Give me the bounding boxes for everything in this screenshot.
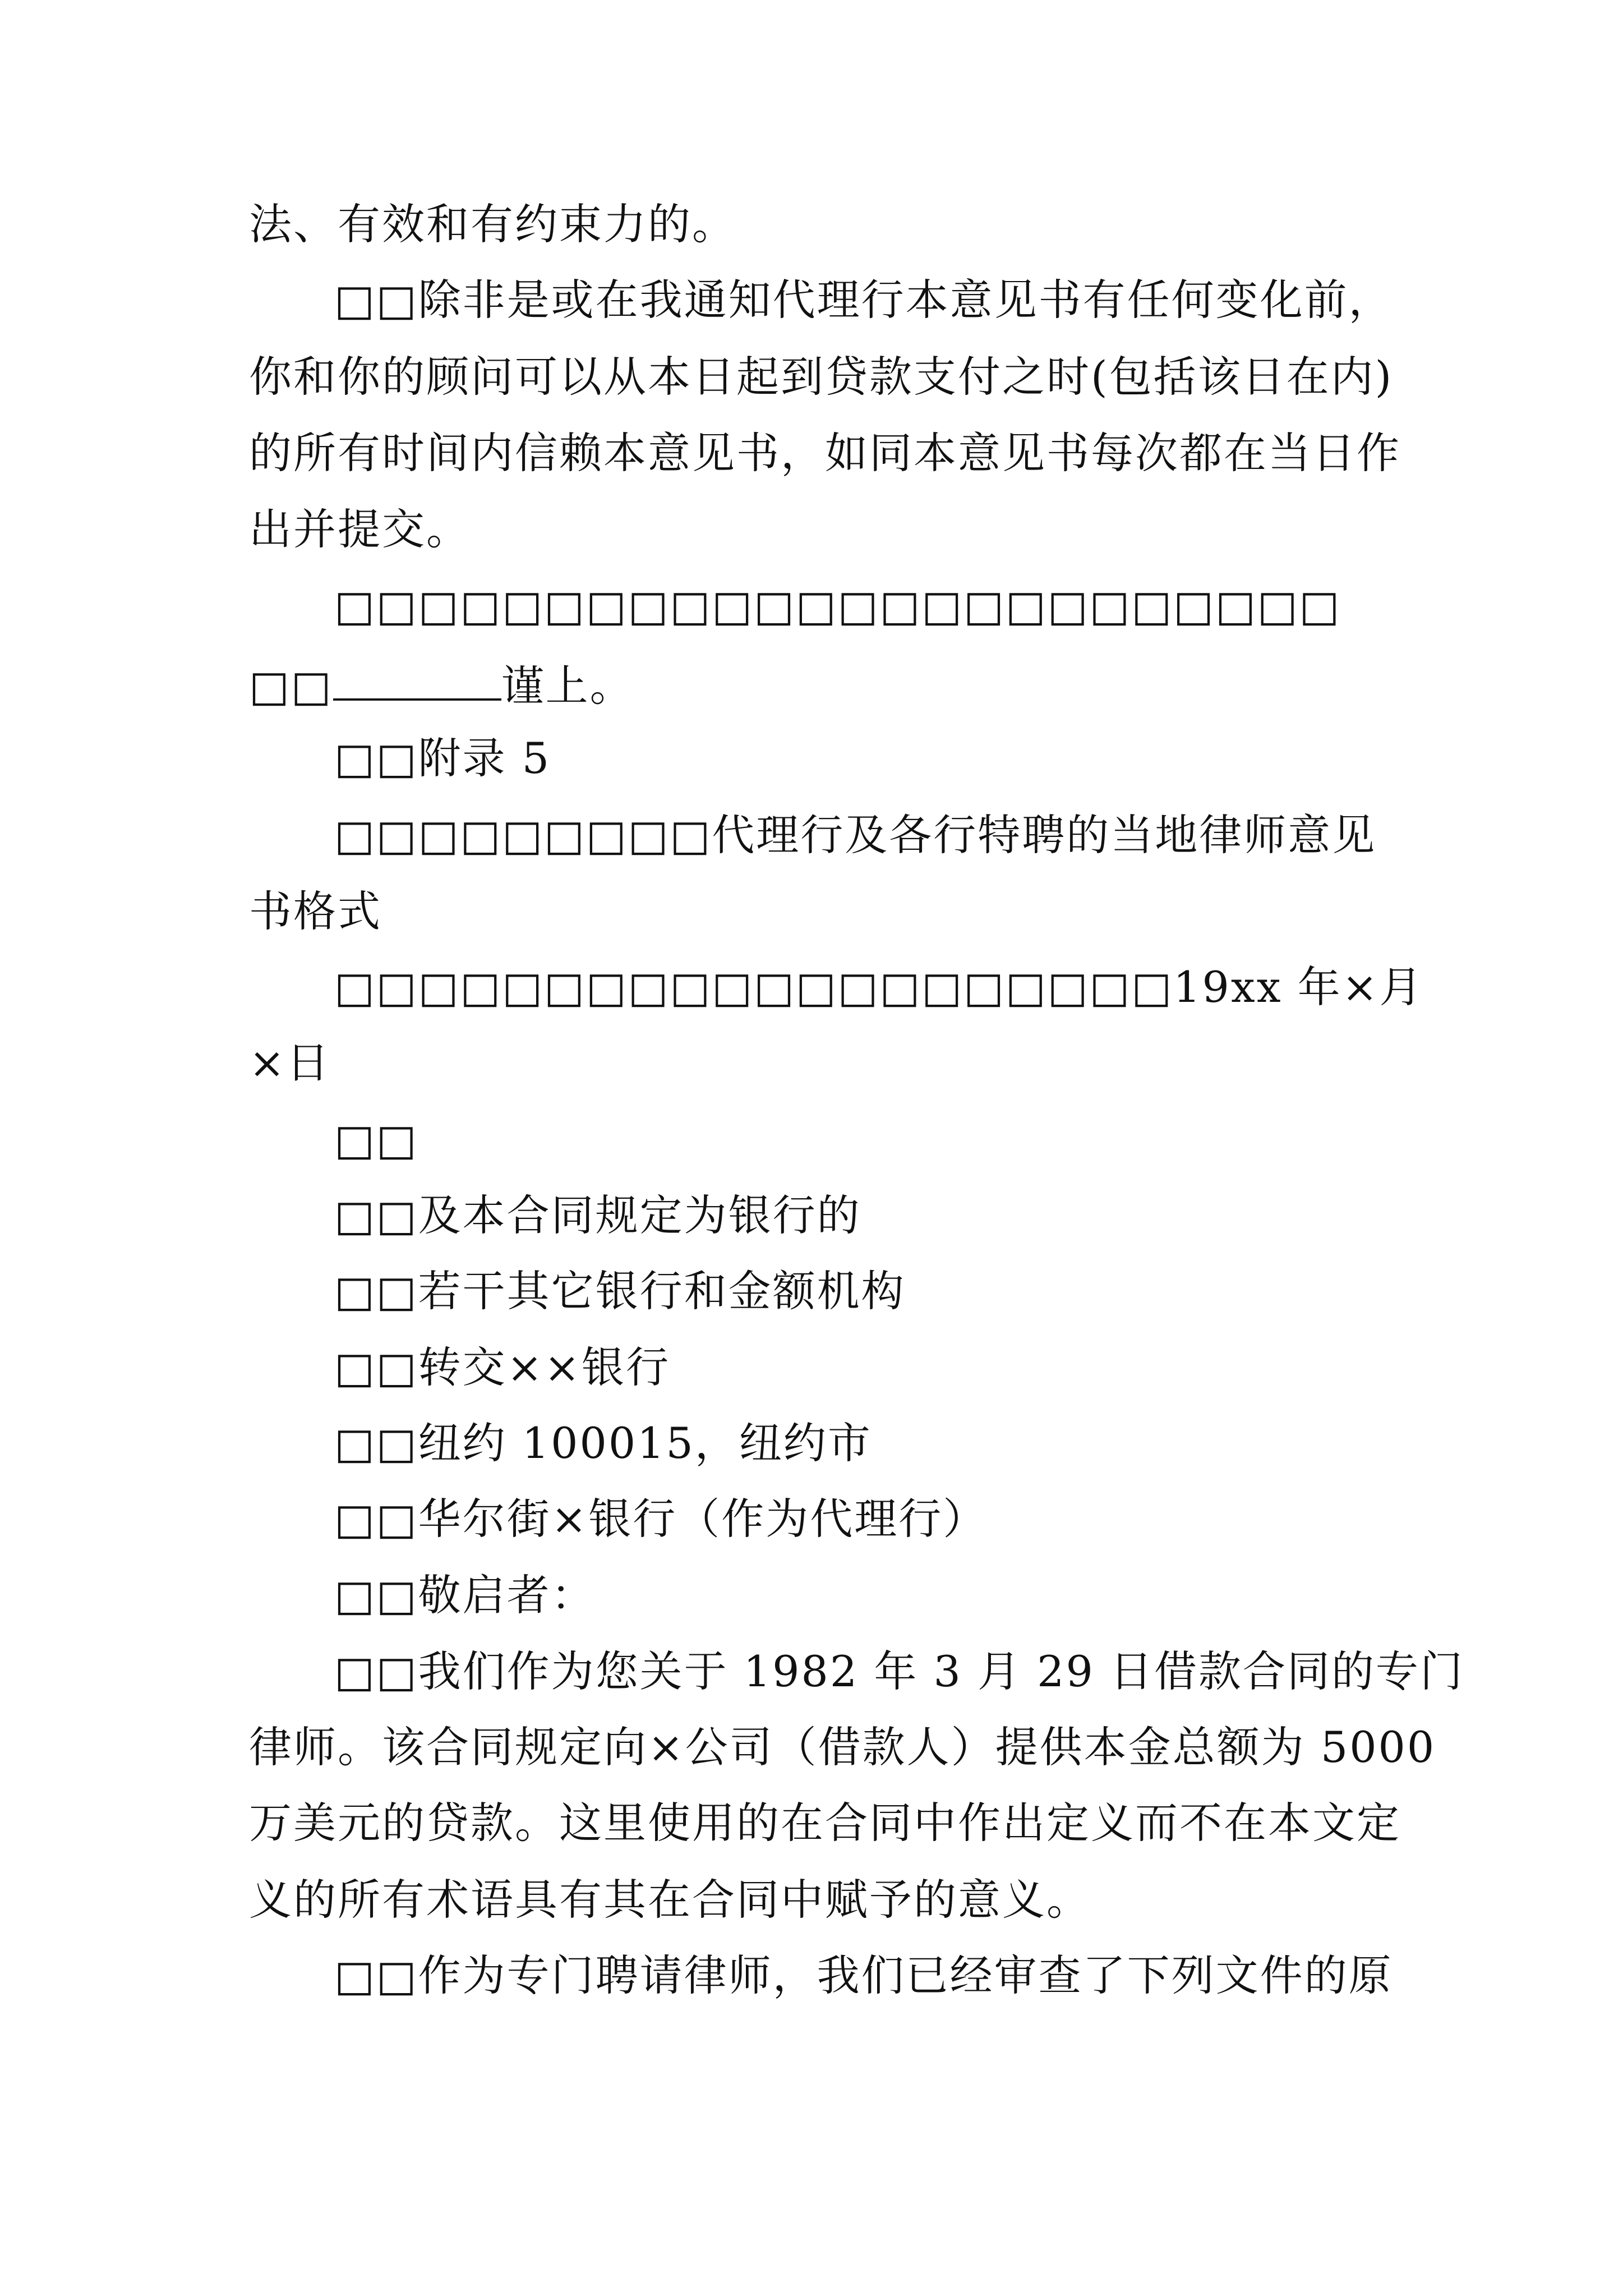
text-line: 律师。该合同规定向×公司（借款人）提供本金总额为 5000 — [249, 1722, 1436, 1772]
text-line: 书格式 — [249, 886, 382, 936]
signature-suffix: 谨上。 — [501, 661, 634, 711]
text-line: □□我们作为您关于 1982 年 3 月 29 日借款合同的专门 — [334, 1646, 1465, 1696]
text-line: ×日 — [249, 1038, 331, 1088]
text-line: 义的所有术语具有其在合同中赋予的意义。 — [249, 1875, 1091, 1925]
text-line: 出并提交。 — [249, 504, 471, 554]
address-line: □□若干其它银行和金额机构 — [334, 1266, 906, 1316]
address-line: □□华尔街×银行（作为代理行） — [334, 1494, 988, 1544]
signature-prefix: □□ — [249, 661, 333, 711]
text-line: □□作为专门聘请律师，我们已经审查了下列文件的原 — [334, 1950, 1393, 2000]
signature-blank — [333, 655, 501, 701]
text-line: □□除非是或在我通知代理行本意见书有任何变化前， — [334, 275, 1393, 325]
address-line: □□转交××银行 — [334, 1342, 670, 1392]
text-line: 的所有时间内信赖本意见书，如同本意见书每次都在当日作 — [249, 428, 1401, 478]
text-line: 法、有效和有约束力的。 — [249, 199, 736, 249]
address-line: □□及本合同规定为银行的 — [334, 1190, 861, 1240]
address-line: □□纽约 100015，纽约市 — [334, 1418, 872, 1468]
date-line: □□□□□□□□□□□□□□□□□□□□19xx 年×月 — [334, 962, 1424, 1012]
salutation: □□敬启者： — [334, 1570, 596, 1620]
appendix-title: □□附录 5 — [334, 733, 551, 783]
text-line: 你和你的顾问可以从本日起到贷款支付之时(包括该日在内) — [249, 352, 1394, 402]
text-line: □□□□□□□□□代理行及各行特聘的当地律师意见 — [334, 810, 1377, 860]
text-line: □□ — [334, 1115, 418, 1165]
text-line: □□□□□□□□□□□□□□□□□□□□□□□□ — [334, 581, 1341, 631]
text-line: 万美元的贷款。这里使用的在合同中作出定义而不在本文定 — [249, 1798, 1401, 1848]
signature-line — [249, 655, 634, 714]
